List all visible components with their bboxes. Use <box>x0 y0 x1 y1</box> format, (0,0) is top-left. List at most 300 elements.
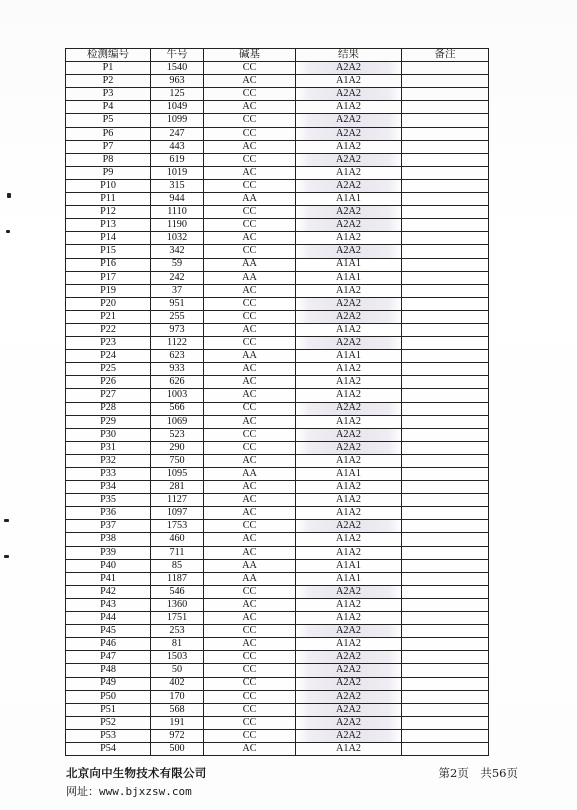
cell-remarks <box>402 376 489 389</box>
cell-result: A1A2 <box>296 284 402 297</box>
cell-base: AC <box>204 415 296 428</box>
table-row <box>66 651 489 664</box>
cell-base: AC <box>204 598 296 611</box>
cell-test-id: P27 <box>66 389 151 402</box>
cell-base: CC <box>204 88 296 101</box>
cell-base: AA <box>204 572 296 585</box>
cell-cow-id: 963 <box>151 75 204 88</box>
cell-cow-id: 1360 <box>151 598 204 611</box>
cell-test-id: P47 <box>66 651 151 664</box>
cell-result: A2A2 <box>296 337 402 350</box>
cell-cow-id: 566 <box>151 402 204 415</box>
cell-cow-id: 500 <box>151 742 204 755</box>
table-row <box>66 297 489 310</box>
cell-test-id: P30 <box>66 428 151 441</box>
cell-result: A1A2 <box>296 101 402 114</box>
cell-test-id: P25 <box>66 363 151 376</box>
table-row <box>66 703 489 716</box>
cell-test-id: P41 <box>66 572 151 585</box>
cell-base: AC <box>204 546 296 559</box>
cell-result: A1A1 <box>296 193 402 206</box>
header-result: 结果 <box>296 49 402 62</box>
cell-test-id: P39 <box>66 546 151 559</box>
cell-remarks <box>402 310 489 323</box>
table-row <box>66 284 489 297</box>
cell-test-id: P19 <box>66 284 151 297</box>
cell-base: AC <box>204 533 296 546</box>
cell-cow-id: 402 <box>151 677 204 690</box>
table-row <box>66 337 489 350</box>
cell-cow-id: 1099 <box>151 114 204 127</box>
cell-test-id: P35 <box>66 494 151 507</box>
cell-base: CC <box>204 690 296 703</box>
cell-cow-id: 933 <box>151 363 204 376</box>
cell-base: AA <box>204 468 296 481</box>
cell-result: A1A2 <box>296 481 402 494</box>
scan-mark <box>7 193 11 198</box>
cell-result: A1A1 <box>296 258 402 271</box>
cell-test-id: P50 <box>66 690 151 703</box>
cell-result: A2A2 <box>296 179 402 192</box>
cell-test-id: P21 <box>66 310 151 323</box>
cell-base: CC <box>204 625 296 638</box>
cell-cow-id: 315 <box>151 179 204 192</box>
cell-remarks <box>402 206 489 219</box>
cell-base: AC <box>204 638 296 651</box>
cell-result: A2A2 <box>296 625 402 638</box>
cell-cow-id: 619 <box>151 153 204 166</box>
cell-result: A1A1 <box>296 350 402 363</box>
cell-cow-id: 1003 <box>151 389 204 402</box>
cell-base: CC <box>204 310 296 323</box>
cell-cow-id: 1751 <box>151 612 204 625</box>
table-row <box>66 350 489 363</box>
table-row <box>66 559 489 572</box>
cell-base: AC <box>204 166 296 179</box>
results-table <box>65 48 489 756</box>
cell-remarks <box>402 441 489 454</box>
cell-result: A2A2 <box>296 310 402 323</box>
cell-base: AC <box>204 75 296 88</box>
table-row <box>66 625 489 638</box>
cell-remarks <box>402 664 489 677</box>
table-row <box>66 310 489 323</box>
cell-remarks <box>402 572 489 585</box>
cell-remarks <box>402 729 489 742</box>
table-row <box>66 323 489 336</box>
cell-remarks <box>402 323 489 336</box>
cell-base: AC <box>204 376 296 389</box>
table-row <box>66 101 489 114</box>
cell-remarks <box>402 638 489 651</box>
cell-base: CC <box>204 664 296 677</box>
cell-base: CC <box>204 703 296 716</box>
cell-result: A2A2 <box>296 677 402 690</box>
cell-test-id: P36 <box>66 507 151 520</box>
results-table-container <box>65 48 488 756</box>
cell-base: AC <box>204 454 296 467</box>
table-row <box>66 729 489 742</box>
table-row <box>66 88 489 101</box>
cell-base: CC <box>204 127 296 140</box>
cell-cow-id: 546 <box>151 585 204 598</box>
cell-cow-id: 242 <box>151 271 204 284</box>
cell-remarks <box>402 612 489 625</box>
cell-test-id: P33 <box>66 468 151 481</box>
table-row <box>66 271 489 284</box>
table-header-row <box>66 49 489 62</box>
cell-test-id: P1 <box>66 62 151 75</box>
cell-cow-id: 253 <box>151 625 204 638</box>
cell-test-id: P3 <box>66 88 151 101</box>
cell-remarks <box>402 468 489 481</box>
cell-result: A1A2 <box>296 75 402 88</box>
cell-cow-id: 281 <box>151 481 204 494</box>
cell-test-id: P4 <box>66 101 151 114</box>
cell-remarks <box>402 716 489 729</box>
table-row <box>66 664 489 677</box>
cell-remarks <box>402 625 489 638</box>
table-row <box>66 690 489 703</box>
cell-result: A1A2 <box>296 533 402 546</box>
table-row <box>66 166 489 179</box>
cell-result: A2A2 <box>296 585 402 598</box>
cell-base: CC <box>204 114 296 127</box>
cell-cow-id: 944 <box>151 193 204 206</box>
cell-cow-id: 290 <box>151 441 204 454</box>
cell-test-id: P28 <box>66 402 151 415</box>
table-row <box>66 441 489 454</box>
table-row <box>66 232 489 245</box>
cell-base: CC <box>204 428 296 441</box>
cell-remarks <box>402 389 489 402</box>
table-row <box>66 481 489 494</box>
cell-test-id: P13 <box>66 219 151 232</box>
cell-result: A2A2 <box>296 690 402 703</box>
cell-cow-id: 191 <box>151 716 204 729</box>
table-row <box>66 533 489 546</box>
header-base: 碱基 <box>204 49 296 62</box>
table-row <box>66 742 489 755</box>
cell-remarks <box>402 402 489 415</box>
cell-test-id: P29 <box>66 415 151 428</box>
cell-test-id: P45 <box>66 625 151 638</box>
cell-base: CC <box>204 729 296 742</box>
table-row <box>66 389 489 402</box>
cell-base: AA <box>204 258 296 271</box>
cell-result: A2A2 <box>296 520 402 533</box>
company-website: 网址：www.bjxzsw.com <box>66 785 192 798</box>
company-name: 北京向中生物技术有限公司 <box>66 766 207 780</box>
table-row <box>66 585 489 598</box>
cell-test-id: P2 <box>66 75 151 88</box>
cell-base: AC <box>204 494 296 507</box>
cell-cow-id: 1753 <box>151 520 204 533</box>
cell-base: CC <box>204 585 296 598</box>
table-row <box>66 494 489 507</box>
cell-cow-id: 81 <box>151 638 204 651</box>
cell-cow-id: 50 <box>151 664 204 677</box>
cell-result: A2A2 <box>296 716 402 729</box>
cell-cow-id: 255 <box>151 310 204 323</box>
cell-base: AA <box>204 193 296 206</box>
table-row <box>66 75 489 88</box>
cell-base: AC <box>204 284 296 297</box>
cell-base: AC <box>204 612 296 625</box>
cell-result: A1A1 <box>296 468 402 481</box>
cell-cow-id: 951 <box>151 297 204 310</box>
cell-cow-id: 443 <box>151 140 204 153</box>
cell-result: A2A2 <box>296 428 402 441</box>
cell-remarks <box>402 651 489 664</box>
cell-test-id: P17 <box>66 271 151 284</box>
cell-test-id: P9 <box>66 166 151 179</box>
cell-result: A2A2 <box>296 219 402 232</box>
cell-remarks <box>402 284 489 297</box>
cell-cow-id: 85 <box>151 559 204 572</box>
cell-test-id: P24 <box>66 350 151 363</box>
cell-result: A2A2 <box>296 62 402 75</box>
cell-cow-id: 460 <box>151 533 204 546</box>
cell-result: A1A1 <box>296 572 402 585</box>
cell-remarks <box>402 598 489 611</box>
cell-result: A2A2 <box>296 441 402 454</box>
cell-cow-id: 750 <box>151 454 204 467</box>
cell-test-id: P11 <box>66 193 151 206</box>
cell-base: AC <box>204 140 296 153</box>
cell-base: CC <box>204 716 296 729</box>
cell-remarks <box>402 271 489 284</box>
cell-test-id: P15 <box>66 245 151 258</box>
cell-result: A1A1 <box>296 559 402 572</box>
table-row <box>66 428 489 441</box>
cell-remarks <box>402 677 489 690</box>
cell-cow-id: 973 <box>151 323 204 336</box>
cell-cow-id: 125 <box>151 88 204 101</box>
cell-remarks <box>402 179 489 192</box>
cell-remarks <box>402 454 489 467</box>
cell-remarks <box>402 219 489 232</box>
cell-test-id: P53 <box>66 729 151 742</box>
scan-mark <box>6 230 10 233</box>
cell-remarks <box>402 232 489 245</box>
cell-remarks <box>402 75 489 88</box>
cell-base: AC <box>204 481 296 494</box>
cell-test-id: P12 <box>66 206 151 219</box>
cell-remarks <box>402 494 489 507</box>
cell-remarks <box>402 481 489 494</box>
page-footer <box>66 765 526 805</box>
cell-result: A1A2 <box>296 415 402 428</box>
cell-remarks <box>402 428 489 441</box>
table-row <box>66 716 489 729</box>
cell-result: A2A2 <box>296 245 402 258</box>
cell-base: AC <box>204 363 296 376</box>
cell-base: CC <box>204 179 296 192</box>
cell-cow-id: 1540 <box>151 62 204 75</box>
cell-base: CC <box>204 297 296 310</box>
cell-test-id: P37 <box>66 520 151 533</box>
table-row <box>66 114 489 127</box>
cell-cow-id: 523 <box>151 428 204 441</box>
table-row <box>66 572 489 585</box>
header-cow-id: 牛号 <box>151 49 204 62</box>
cell-result: A2A2 <box>296 114 402 127</box>
table-row <box>66 140 489 153</box>
table-row <box>66 612 489 625</box>
cell-remarks <box>402 533 489 546</box>
cell-remarks <box>402 166 489 179</box>
scan-mark <box>4 519 9 522</box>
cell-test-id: P26 <box>66 376 151 389</box>
cell-cow-id: 711 <box>151 546 204 559</box>
scan-mark <box>4 555 9 558</box>
cell-test-id: P20 <box>66 297 151 310</box>
table-body <box>66 62 489 756</box>
cell-test-id: P48 <box>66 664 151 677</box>
cell-cow-id: 59 <box>151 258 204 271</box>
cell-remarks <box>402 153 489 166</box>
cell-result: A1A2 <box>296 323 402 336</box>
cell-result: A2A2 <box>296 729 402 742</box>
cell-result: A2A2 <box>296 703 402 716</box>
cell-remarks <box>402 127 489 140</box>
table-row <box>66 598 489 611</box>
cell-cow-id: 626 <box>151 376 204 389</box>
cell-remarks <box>402 114 489 127</box>
cell-remarks <box>402 140 489 153</box>
cell-base: AC <box>204 742 296 755</box>
cell-result: A1A1 <box>296 271 402 284</box>
table-row <box>66 62 489 75</box>
cell-remarks <box>402 245 489 258</box>
cell-base: AC <box>204 101 296 114</box>
cell-cow-id: 1110 <box>151 206 204 219</box>
cell-base: AA <box>204 350 296 363</box>
cell-base: CC <box>204 62 296 75</box>
cell-test-id: P52 <box>66 716 151 729</box>
table-row <box>66 415 489 428</box>
table-row <box>66 376 489 389</box>
cell-test-id: P8 <box>66 153 151 166</box>
cell-result: A1A2 <box>296 638 402 651</box>
cell-test-id: P23 <box>66 337 151 350</box>
table-row <box>66 206 489 219</box>
cell-remarks <box>402 62 489 75</box>
table-row <box>66 193 489 206</box>
cell-result: A1A2 <box>296 232 402 245</box>
cell-test-id: P14 <box>66 232 151 245</box>
cell-cow-id: 170 <box>151 690 204 703</box>
cell-result: A1A2 <box>296 742 402 755</box>
cell-result: A1A2 <box>296 363 402 376</box>
cell-result: A2A2 <box>296 651 402 664</box>
cell-cow-id: 37 <box>151 284 204 297</box>
cell-result: A1A2 <box>296 389 402 402</box>
cell-remarks <box>402 88 489 101</box>
cell-cow-id: 623 <box>151 350 204 363</box>
cell-test-id: P16 <box>66 258 151 271</box>
cell-result: A1A2 <box>296 494 402 507</box>
page-number: 第2页 共56页 <box>438 766 518 780</box>
cell-base: CC <box>204 219 296 232</box>
cell-test-id: P31 <box>66 441 151 454</box>
table-row <box>66 468 489 481</box>
table-row <box>66 363 489 376</box>
cell-result: A1A2 <box>296 598 402 611</box>
table-row <box>66 638 489 651</box>
cell-remarks <box>402 520 489 533</box>
cell-test-id: P6 <box>66 127 151 140</box>
cell-test-id: P32 <box>66 454 151 467</box>
cell-result: A1A2 <box>296 166 402 179</box>
table-row <box>66 520 489 533</box>
cell-base: CC <box>204 337 296 350</box>
cell-result: A1A2 <box>296 507 402 520</box>
cell-cow-id: 972 <box>151 729 204 742</box>
cell-test-id: P5 <box>66 114 151 127</box>
cell-test-id: P44 <box>66 612 151 625</box>
cell-result: A2A2 <box>296 88 402 101</box>
cell-remarks <box>402 415 489 428</box>
cell-test-id: P46 <box>66 638 151 651</box>
cell-cow-id: 247 <box>151 127 204 140</box>
cell-test-id: P34 <box>66 481 151 494</box>
table-row <box>66 402 489 415</box>
cell-test-id: P38 <box>66 533 151 546</box>
table-row <box>66 127 489 140</box>
table-row <box>66 153 489 166</box>
cell-remarks <box>402 546 489 559</box>
cell-cow-id: 342 <box>151 245 204 258</box>
cell-cow-id: 1503 <box>151 651 204 664</box>
cell-cow-id: 1019 <box>151 166 204 179</box>
cell-remarks <box>402 585 489 598</box>
cell-result: A2A2 <box>296 402 402 415</box>
cell-cow-id: 1187 <box>151 572 204 585</box>
header-test-id: 检测编号 <box>66 49 151 62</box>
cell-base: AC <box>204 232 296 245</box>
cell-test-id: P49 <box>66 677 151 690</box>
cell-result: A1A2 <box>296 140 402 153</box>
table-row <box>66 546 489 559</box>
cell-result: A1A2 <box>296 454 402 467</box>
cell-remarks <box>402 703 489 716</box>
cell-result: A2A2 <box>296 153 402 166</box>
cell-base: CC <box>204 441 296 454</box>
table-row <box>66 677 489 690</box>
cell-result: A2A2 <box>296 206 402 219</box>
cell-remarks <box>402 507 489 520</box>
cell-result: A2A2 <box>296 297 402 310</box>
cell-base: AA <box>204 271 296 284</box>
cell-remarks <box>402 742 489 755</box>
cell-remarks <box>402 350 489 363</box>
cell-remarks <box>402 337 489 350</box>
cell-test-id: P10 <box>66 179 151 192</box>
cell-test-id: P51 <box>66 703 151 716</box>
cell-test-id: P22 <box>66 323 151 336</box>
cell-base: CC <box>204 520 296 533</box>
cell-base: CC <box>204 206 296 219</box>
cell-test-id: P7 <box>66 140 151 153</box>
cell-result: A2A2 <box>296 664 402 677</box>
cell-remarks <box>402 363 489 376</box>
cell-base: AA <box>204 559 296 572</box>
cell-result: A1A2 <box>296 376 402 389</box>
cell-cow-id: 1122 <box>151 337 204 350</box>
cell-test-id: P42 <box>66 585 151 598</box>
